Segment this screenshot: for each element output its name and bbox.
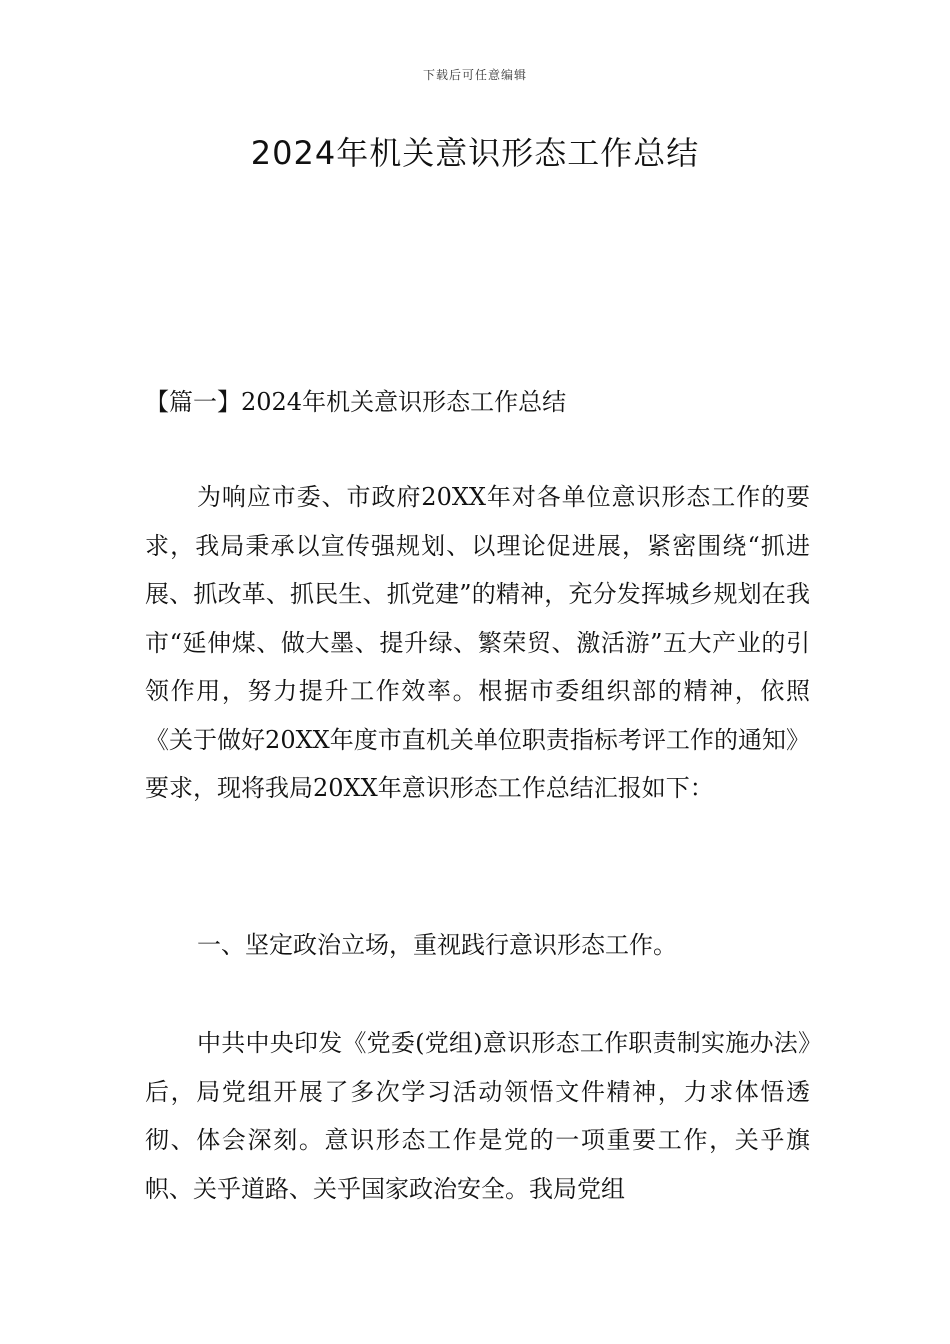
paragraph-section-1: 中共中央印发《党委(党组)意识形态工作职责制实施办法》后，局党组开展了多次学习活动领悟文件精神，力求体悟透彻、体会深刻。意识形态工作是党的一项重要工作，关乎旗帜、关乎道路、关乎国家政治安全。我局党组 <box>145 1029 810 1203</box>
header-note: 下载后可任意编辑 <box>422 68 527 82</box>
document-title: 2024年机关意识形态工作总结 <box>250 134 700 172</box>
section-label: 【篇一】2024年机关意识形态工作总结 <box>145 388 567 416</box>
paragraph-intro: 为响应市委、市政府20XX年对各单位意识形态工作的要求，我局秉承以宣传强规划、以理论促进展，紧密围绕“抓进展、抓改革、抓民生、抓党建”的精神，充分发挥城乡规划在我市“延伸煤、做大墨、提升绿、繁荣贸、激活游”五大产业的引领作用，努力提升工作效率。根据市委组织部的精神，依照《关于做好20XX年度市直机关单位职责指标考评工作的通知》要求，现将我局20XX年意识形态工作总结汇报如下： <box>145 483 810 802</box>
section-heading-1: 一、坚定政治立场，重视践行意识形态工作。 <box>197 931 677 959</box>
